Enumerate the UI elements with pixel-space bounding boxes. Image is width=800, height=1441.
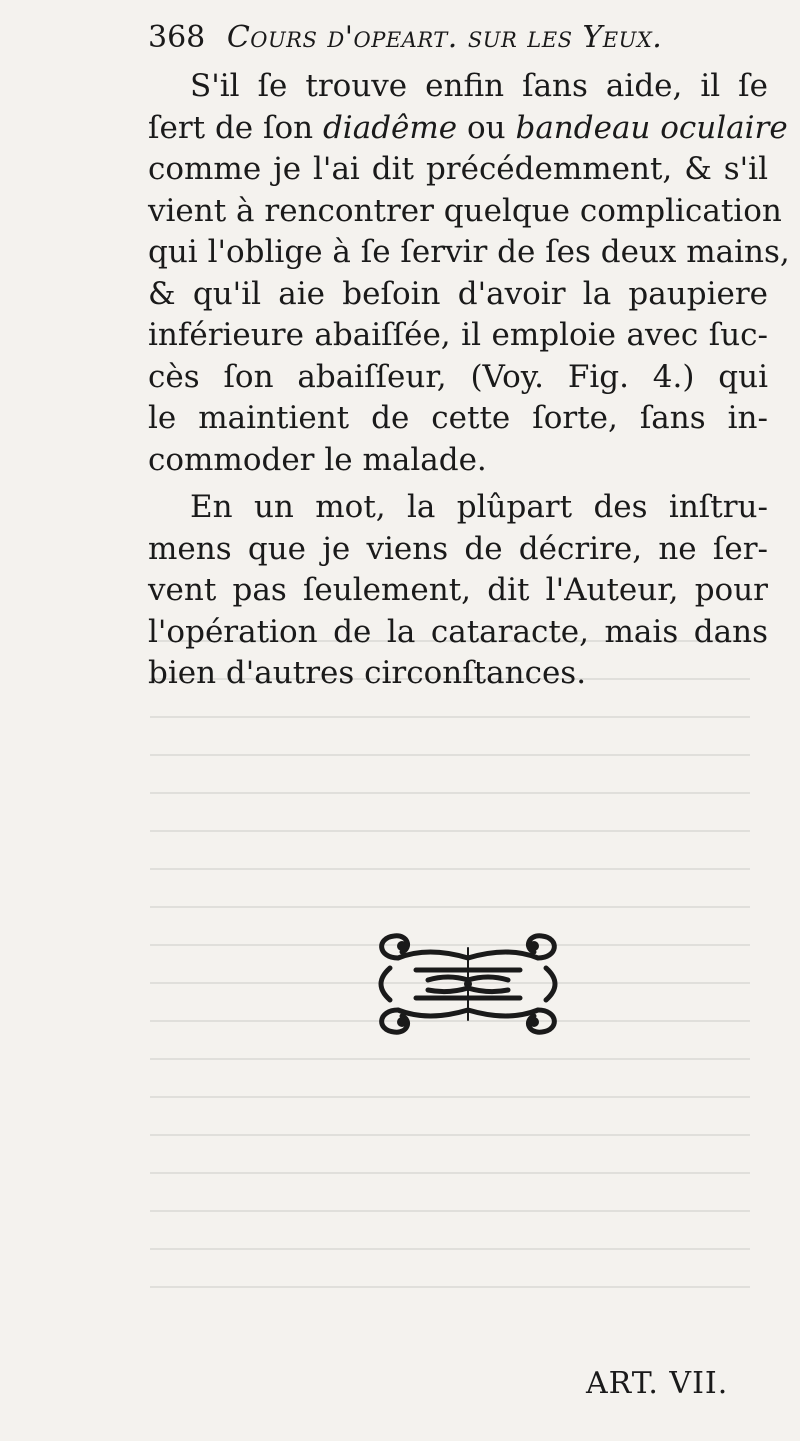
text-line: vent pas ſeulement, dit l'Auteur, pour xyxy=(148,572,768,608)
page-number: 368 xyxy=(148,20,206,55)
text-line: cès ſon abaiſſeur, (Voy. Fig. 4.) qui xyxy=(148,358,768,395)
text-line: S'il ſe trouve enfin ſans aide, il ſe xyxy=(190,68,768,104)
text-line: mens que je viens de décrire, ne ſer- xyxy=(148,530,768,567)
text-segment: ou xyxy=(457,109,516,146)
running-title: Cours d'opeart. sur les Yeux. xyxy=(226,20,663,55)
text-line: l'opération de la cataracte, mais dans xyxy=(148,613,768,650)
text-line: commoder le malade. xyxy=(148,441,487,478)
text-segment: ſert de ſon xyxy=(148,109,323,146)
text-line: le maintient de cette ſorte, ſans in- xyxy=(148,400,768,436)
text-line: En un mot, la plûpart des inſtru- xyxy=(190,489,768,525)
main-text xyxy=(148,66,790,695)
text-line: comme je l'ai dit précédemment, & s'il xyxy=(148,151,768,187)
scroll-ornament-icon xyxy=(368,928,568,1040)
italic-term-diademe: diadême xyxy=(322,109,458,146)
paragraph-1 xyxy=(148,66,790,481)
text-line: vient à rencontrer quelque complication xyxy=(148,192,782,229)
text-line: bien d'autres circonſtances. xyxy=(148,655,587,691)
text-line: & qu'il aie beſoin d'avoir la paupiere xyxy=(148,275,768,312)
catchword: ART. VII. xyxy=(586,1366,729,1401)
running-header xyxy=(148,14,768,62)
text-line: qui l'oblige à ſe ſervir de ſes deux mains, xyxy=(148,234,790,270)
italic-term-bandeau: bandeau oculaire xyxy=(515,109,788,146)
text-line xyxy=(148,108,788,150)
paragraph-2 xyxy=(148,487,768,695)
text-line: inférieure abaiſſée, il emploie avec ſuc- xyxy=(148,317,768,353)
